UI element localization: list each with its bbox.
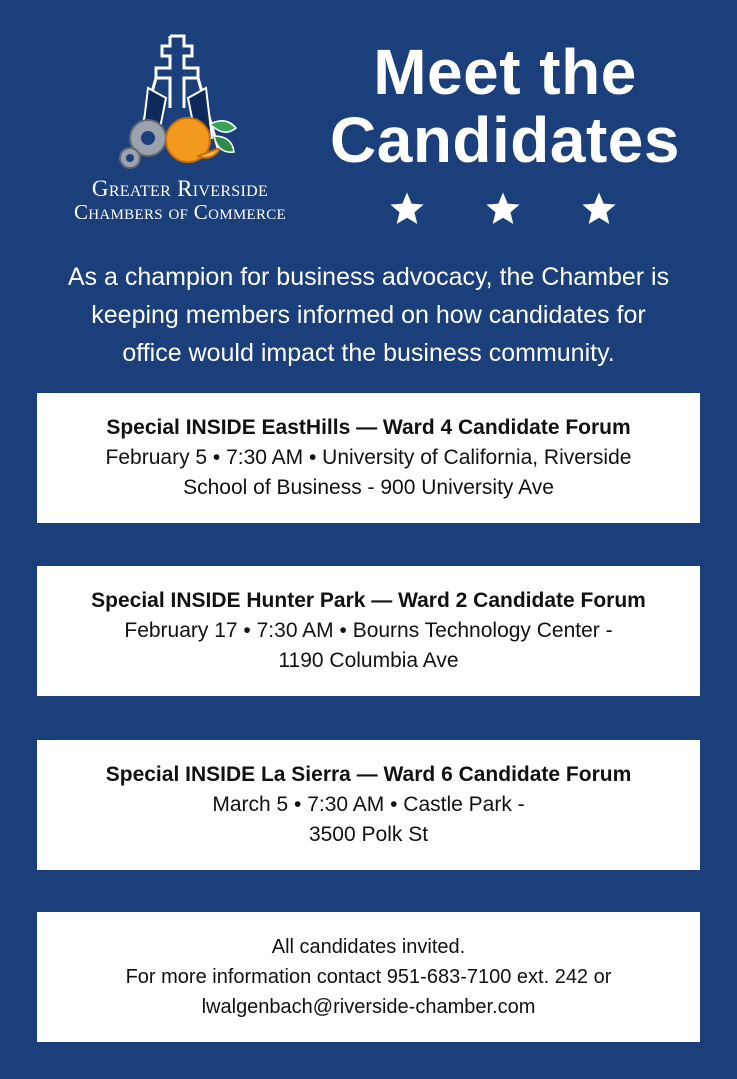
event-title: Special INSIDE EastHills — Ward 4 Candidate Forum <box>106 416 631 439</box>
title-line2: Candidates <box>330 104 680 176</box>
chamber-logo <box>40 28 320 228</box>
event-details-line2: School of Business - 900 University Ave <box>183 476 554 499</box>
event-box-ward6 <box>37 740 700 870</box>
page-title <box>310 38 700 174</box>
intro-line1: As a champion for business advocacy, the Chamber is <box>67 263 670 291</box>
chamber-logo-icon <box>118 28 258 178</box>
org-name-line1: Greater Riverside <box>91 176 269 201</box>
info-line1: All candidates invited. <box>271 936 466 958</box>
info-line2: For more information contact 951-683-7100 ext. 242 or <box>125 966 612 988</box>
intro-line3: office would impact the business community. <box>122 339 615 367</box>
info-box <box>37 912 700 1042</box>
contact-email: lwalgenbach@riverside-chamber.com <box>201 996 536 1018</box>
event-details-line2: 1190 Columbia Ave <box>278 649 459 672</box>
event-details-line1: February 5 • 7:30 AM • University of California, Riverside <box>105 446 632 469</box>
org-name-line2: Chambers of Commerce <box>73 200 287 224</box>
title-line1: Meet the <box>373 36 637 108</box>
star-icon <box>388 190 426 228</box>
event-details-line2: 3500 Polk St <box>308 823 429 846</box>
event-details-line1: February 17 • 7:30 AM • Bourns Technology Center - <box>124 619 613 642</box>
event-title: Special INSIDE La Sierra — Ward 6 Candidate Forum <box>105 763 632 786</box>
star-icon <box>484 190 522 228</box>
stars <box>388 190 618 228</box>
event-details-line1: March 5 • 7:30 AM • Castle Park - <box>212 793 525 816</box>
event-title: Special INSIDE Hunter Park — Ward 2 Candidate Forum <box>91 589 646 612</box>
intro-text <box>20 258 717 372</box>
event-box-ward4 <box>37 393 700 523</box>
star-icon <box>580 190 618 228</box>
event-box-ward2 <box>37 566 700 696</box>
intro-line2: keeping members informed on how candidates for <box>91 301 646 329</box>
